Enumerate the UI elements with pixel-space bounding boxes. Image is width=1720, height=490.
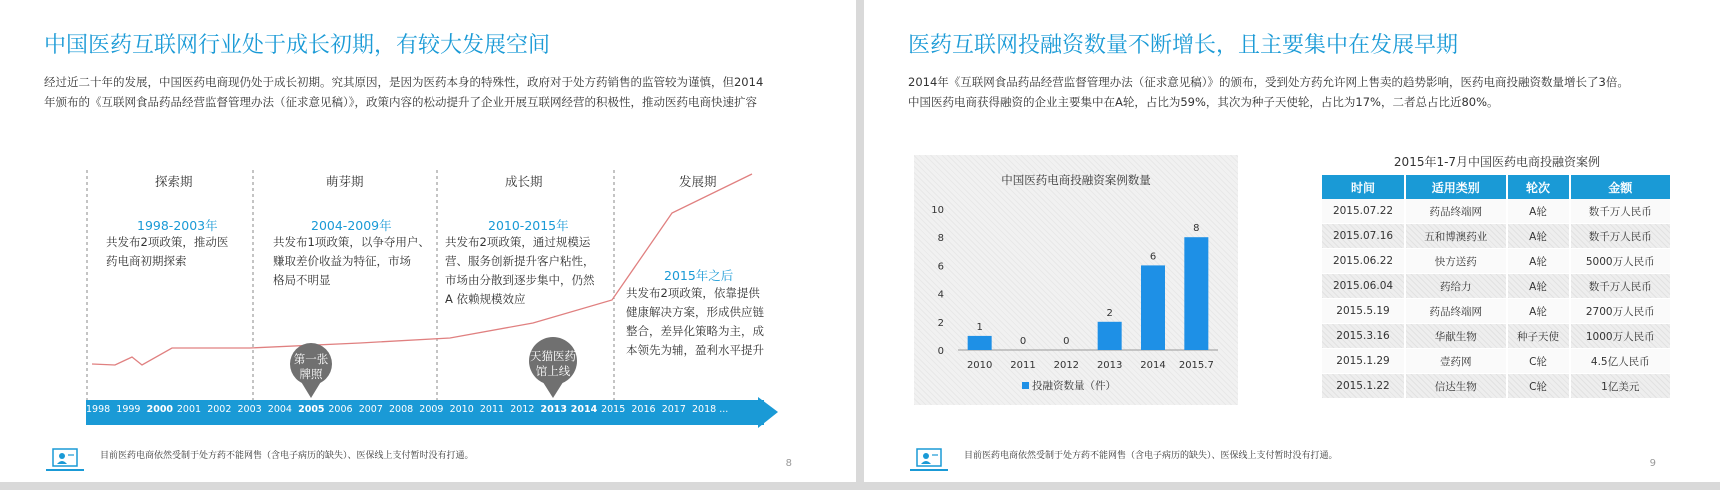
marker-label-line: 馆上线 [535, 364, 571, 378]
x-tick-label: 2013 [1096, 360, 1123, 371]
table-row [1322, 299, 1672, 324]
column-header: 金额 [1571, 175, 1673, 199]
x-tick-label: 2014 [1140, 360, 1166, 371]
intro-paragraph [908, 72, 1688, 112]
page-number: 9 [1649, 458, 1656, 469]
legend-swatch [1022, 382, 1029, 389]
table-cell: 种子天使 [1508, 324, 1571, 349]
y-tick-label: 2 [937, 317, 944, 329]
table-cell: A轮 [1508, 274, 1571, 299]
year-label: 2016 [631, 404, 656, 415]
bar-chart [914, 155, 1238, 405]
year-label: 1999 [116, 404, 141, 415]
footer-note: 目前医药电商依然受制于处方药不能网售（含电子病历的缺失）、医保线上支付暂时没有打通。 [100, 451, 474, 461]
phase-years: 2010-2015年 [488, 218, 569, 233]
year-label: 2017 [661, 404, 686, 415]
table-cell: 2015.07.22 [1322, 199, 1406, 224]
table-cell: 药品终端网 [1406, 199, 1508, 224]
table-row [1322, 374, 1672, 399]
paragraph-line: 2014年《互联网食品药品经营监督管理办法（征求意见稿）》的颁布，受到处方药允许网上售卖的趋势影响，医药电商投融资数量增长了3倍。 [908, 75, 1629, 89]
description-line: 药电商初期探索 [106, 254, 187, 268]
year-label: 2000 [146, 404, 174, 415]
year-label: 2018 ... [692, 404, 729, 415]
table-cell: C轮 [1508, 349, 1571, 374]
slide-9 [864, 0, 1720, 482]
chart-title: 中国医药电商投融资案例数量 [1001, 173, 1151, 187]
table-cell: 2015.1.22 [1322, 374, 1406, 399]
x-tick-label: 2012 [1053, 360, 1080, 371]
table-cell: 快方送药 [1406, 249, 1508, 274]
year-label: 2007 [358, 404, 383, 415]
phase-name: 萌芽期 [326, 174, 364, 189]
slide-title: 医药互联网投融资数量不断增长，且主要集中在发展早期 [908, 33, 1459, 58]
phase-years: 2004-2009年 [311, 218, 392, 233]
description-line: 市场由分散到逐步集中，仍然 [445, 273, 595, 287]
slide-8 [0, 0, 856, 482]
footer-note: 目前医药电商依然受制于处方药不能网售（含电子病历的缺失）、医保线上支付暂时没有打通。 [964, 451, 1338, 461]
table-cell: 2015.1.29 [1322, 349, 1406, 374]
description-line: 共发布2项政策，依靠提供 [626, 286, 760, 300]
table-cell: 壹药网 [1406, 349, 1508, 374]
bar-value-label: 0 [1019, 336, 1027, 347]
y-tick-label: 0 [937, 346, 944, 357]
year-label: 2008 [389, 404, 414, 415]
table-row [1322, 199, 1672, 224]
table-cell: 4.5亿人民币 [1571, 349, 1673, 374]
x-tick-label: 2011 [1010, 360, 1036, 371]
year-label: 2011 [479, 404, 505, 415]
year-label: 2010 [449, 404, 474, 415]
legend-label: 投融资数量（件） [1032, 380, 1116, 392]
table-cell: 2700万人民币 [1571, 299, 1673, 324]
table-cell: 数千万人民币 [1571, 199, 1673, 224]
phase-name: 探索期 [155, 174, 193, 189]
column-header: 轮次 [1508, 175, 1571, 199]
table-cell: 2015.06.22 [1322, 249, 1406, 274]
x-tick-label: 2010 [966, 360, 993, 371]
year-label: 2009 [419, 404, 444, 415]
description-line: 健康解决方案，形成供应链 [626, 305, 764, 319]
year-label: 2012 [510, 404, 535, 415]
bar-value-label: 0 [1063, 336, 1070, 347]
table-row [1322, 274, 1672, 299]
bar [968, 336, 992, 350]
table-row [1322, 224, 1672, 249]
description-line: A 依赖规模效应 [445, 292, 526, 306]
table-cell: 2015.06.04 [1322, 274, 1406, 299]
table-header-row [1322, 175, 1672, 199]
marker-label-line: 第一张 [293, 352, 329, 366]
table-cell: 5000万人民币 [1571, 249, 1673, 274]
description-line: 共发布2项政策，推动医 [106, 235, 229, 249]
year-label: 2003 [237, 404, 262, 415]
marker-label-line: 天猫医药 [530, 349, 576, 363]
table-cell: 1亿美元 [1571, 374, 1673, 399]
table-cell: A轮 [1508, 224, 1571, 249]
bar-value-label: 2 [1106, 307, 1113, 319]
phase-description [106, 233, 228, 271]
table-cell: A轮 [1508, 299, 1571, 324]
table-title: 2015年1-7月中国医药电商投融资案例 [1393, 155, 1601, 169]
table-row [1322, 349, 1672, 374]
year-label: 1998 [86, 404, 111, 415]
phase-years: 2015年之后 [664, 268, 734, 283]
timeline-arrowhead [758, 397, 778, 428]
table-cell: 五和博澳药业 [1406, 224, 1508, 249]
table-cell: 药给力 [1406, 274, 1508, 299]
marker-label [286, 352, 336, 382]
year-label: 2005 [298, 404, 325, 415]
presentation-icon [910, 448, 948, 472]
y-tick-label: 10 [931, 205, 944, 216]
table-cell: 2015.07.16 [1322, 224, 1406, 249]
description-line: 共发布1项政策，以争夺用户、 [273, 235, 430, 249]
description-line: 赚取差价收益为特征，市场 [273, 254, 411, 268]
phase-description [273, 233, 430, 290]
bar-value-label: 6 [1149, 251, 1157, 263]
phase-name: 发展期 [679, 174, 717, 189]
table-cell: 数千万人民币 [1571, 224, 1673, 249]
bar-value-label: 1 [976, 321, 983, 333]
description-line: 营、服务创新提升客户粘性， [445, 254, 595, 268]
marker-label-line: 牌照 [299, 367, 323, 381]
year-label: 2013 [540, 404, 567, 415]
year-label: 2014 [570, 404, 598, 415]
description-line: 整合，差异化策略为主，成 [626, 324, 764, 338]
x-tick-label: 2015.7 [1178, 360, 1214, 371]
table-cell: A轮 [1508, 249, 1571, 274]
slide-title: 中国医药互联网行业处于成长初期，有较大发展空间 [44, 33, 551, 58]
bar [1141, 265, 1165, 350]
y-tick-label: 6 [937, 261, 944, 273]
year-label: 2015 [601, 404, 626, 415]
year-label: 2002 [207, 404, 232, 415]
phase-description [445, 233, 595, 309]
paragraph-line: 中国医药电商获得融资的企业主要集中在A轮，占比为59%，其次为种子天使轮，占比为17%，二者总占比近80%。 [908, 95, 1499, 109]
bar [1098, 322, 1122, 350]
description-line: 本领先为辅，盈利水平提升 [626, 343, 764, 357]
table-cell: 信达生物 [1406, 374, 1508, 399]
column-header: 时间 [1322, 175, 1406, 199]
table-row [1322, 324, 1672, 349]
table-cell: A轮 [1508, 199, 1571, 224]
presentation-icon [46, 448, 84, 472]
column-header: 适用类别 [1406, 175, 1508, 199]
phase-description [626, 284, 764, 360]
y-tick-label: 4 [937, 289, 944, 301]
year-label: 2001 [176, 404, 202, 415]
table-row [1322, 249, 1672, 274]
table-cell: 药品终端网 [1406, 299, 1508, 324]
marker-label [523, 349, 583, 379]
table-cell: 1000万人民币 [1571, 324, 1673, 349]
y-tick-label: 8 [937, 233, 944, 245]
page-number: 8 [785, 458, 792, 469]
table-cell: C轮 [1508, 374, 1571, 399]
phase-name: 成长期 [505, 174, 543, 189]
investment-table [1322, 175, 1672, 399]
year-label: 2004 [267, 404, 292, 415]
paragraph-line: 年颁布的《互联网食品药品经营监督管理办法（征求意见稿）》，政策内容的松动提升了企业开展互联网经营的积极性，推动医药电商快速扩容 [44, 95, 757, 109]
table-cell: 2015.3.16 [1322, 324, 1406, 349]
phase-years: 1998-2003年 [137, 218, 218, 233]
bar-value-label: 8 [1193, 223, 1200, 235]
chart-plot [914, 155, 1238, 405]
table-cell: 2015.5.19 [1322, 299, 1406, 324]
table-cell: 数千万人民币 [1571, 274, 1673, 299]
table-cell: 华献生物 [1406, 324, 1508, 349]
paragraph-line: 经过近二十年的发展，中国医药电商现仍处于成长初期。究其原因，是因为医药本身的特殊性，政府对于处方药销售的监管较为谨慎，但2014 [44, 75, 764, 89]
description-line: 格局不明显 [273, 273, 331, 287]
description-line: 共发布2项政策，通过规模运 [445, 235, 591, 249]
year-label: 2006 [328, 404, 353, 415]
bar [1184, 237, 1208, 350]
